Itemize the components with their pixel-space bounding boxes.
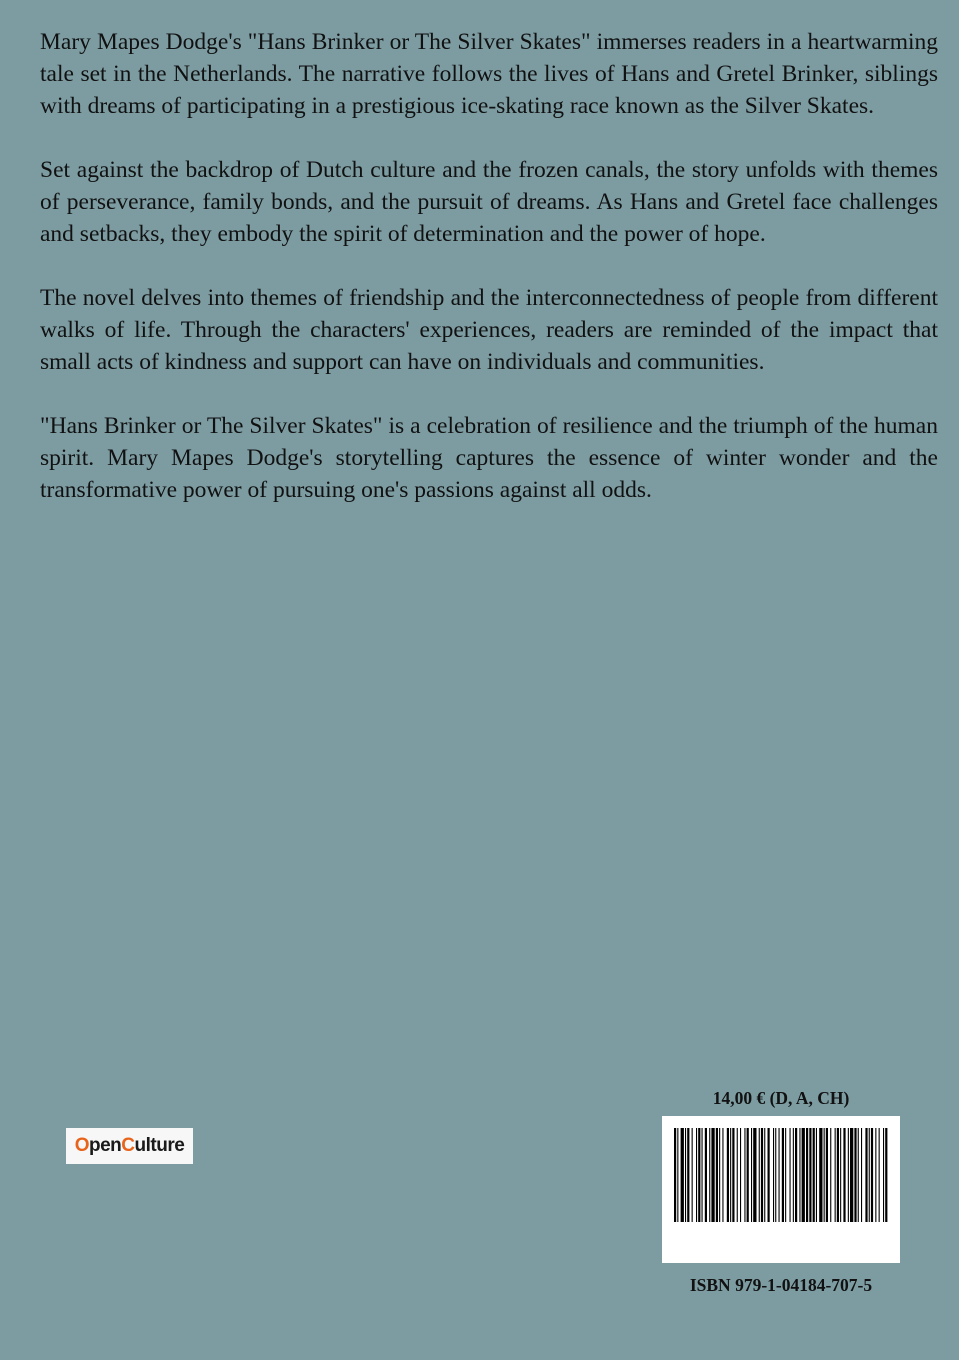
back-cover-blurb [40,26,938,538]
barcode-bar [782,1128,784,1222]
barcode-bar [730,1128,731,1222]
barcode-bar [740,1128,741,1222]
price-label: 14,00 € (D, A, CH) [712,1088,850,1108]
barcode-bar [835,1128,836,1222]
barcode-bar [816,1128,817,1222]
barcode-bar [698,1128,700,1222]
barcode-bar [785,1128,786,1222]
barcode-bar [802,1128,805,1222]
logo-text-ulture: ulture [134,1135,185,1156]
barcode-bar [819,1128,822,1222]
barcode-bar [779,1128,780,1222]
barcode-bar [861,1128,862,1222]
barcode-bar [795,1128,797,1222]
barcode-bar [773,1128,774,1222]
barcode-bar [687,1128,689,1222]
barcode-bar [858,1128,859,1222]
blurb-paragraph-2: Set against the backdrop of Dutch culture and the frozen canals, the story unfolds with themes of perseverance, family bonds, and the pursuit of dreams. As Hans and Gretel face challenges and setbacks, they embody the spirit of determination and the power of hope. [40,157,938,247]
barcode-bar [871,1128,873,1222]
logo-letter-c: C [121,1135,135,1156]
barcode-bar [843,1128,845,1222]
barcode-bar [824,1128,825,1222]
barcode-bar [793,1128,794,1222]
barcode-bar [709,1128,710,1222]
barcode-bar [830,1128,831,1222]
barcode-bar [702,1128,703,1222]
barcode-bar [674,1128,676,1222]
barcode-bar [719,1128,720,1222]
barcode-bar [885,1128,887,1222]
barcode-bar [744,1128,745,1222]
barcode-bar [751,1128,752,1222]
blurb-paragraph-4: "Hans Brinker or The Silver Skates" is a celebration of resilience and the triumph of the human spirit. Mary Mapes Dodge's storytelling captures the essence of winter wonder and the transformative power of pursuing one's passions against all odds. [40,413,938,503]
barcode-bar [761,1128,763,1222]
barcode-bar [768,1128,770,1222]
barcode-bar [747,1128,749,1222]
isbn-label: ISBN 979-1-04184-707-5 [689,1275,873,1295]
openculture-logo [66,1128,193,1164]
barcode-bar [879,1128,880,1222]
barcode-bar [692,1128,693,1222]
barcode-bar [732,1128,734,1222]
barcode-bar [840,1128,841,1222]
barcode-bar [883,1128,884,1222]
barcode-bar [848,1128,849,1222]
barcode-bar [790,1128,791,1222]
barcode-bar [775,1128,776,1222]
barcode-bar [705,1128,707,1222]
barcode-bar [727,1128,729,1222]
blurb-paragraph-3: The novel delves into themes of friendship and the interconnectedness of people from different walks of life. Through the characters' experiences, readers are reminded of the impact that small acts of kindness and support can have on individuals and communities. [40,285,938,375]
barcode-bar [722,1128,723,1222]
barcode-bars [674,1128,888,1222]
barcode-bar [753,1128,756,1222]
barcode-bar [809,1128,811,1222]
barcode-bar [716,1128,718,1222]
barcode-bar [711,1128,714,1222]
barcode-bar [685,1128,686,1222]
barcode-bar [681,1128,684,1222]
barcode-bar [865,1128,867,1222]
barcode-bar [677,1128,678,1222]
barcode [662,1116,900,1263]
logo-text-pen: pen [88,1135,122,1156]
logo-letter-o: O [74,1135,89,1156]
barcode-bar [837,1128,839,1222]
barcode-bar [799,1128,800,1222]
barcode-bar [813,1128,815,1222]
barcode-bar [764,1128,765,1222]
barcode-bar [875,1128,876,1222]
barcode-bar [806,1128,808,1222]
barcode-bar [696,1128,697,1222]
blurb-paragraph-1: Mary Mapes Dodge's "Hans Brinker or The Silver Skates" immerses readers in a heartwarming tale set in the Netherlands. The narrative follows the lives of Hans and Gretel Brinker, siblings with dreams of participating in a prestigious ice-skating race known as the Silver Skates. [40,29,938,119]
barcode-bar [737,1128,738,1222]
barcode-bar [826,1128,828,1222]
barcode-bar [850,1128,853,1222]
barcode-bar [759,1128,760,1222]
barcode-bar [869,1128,870,1222]
barcode-bar [854,1128,856,1222]
